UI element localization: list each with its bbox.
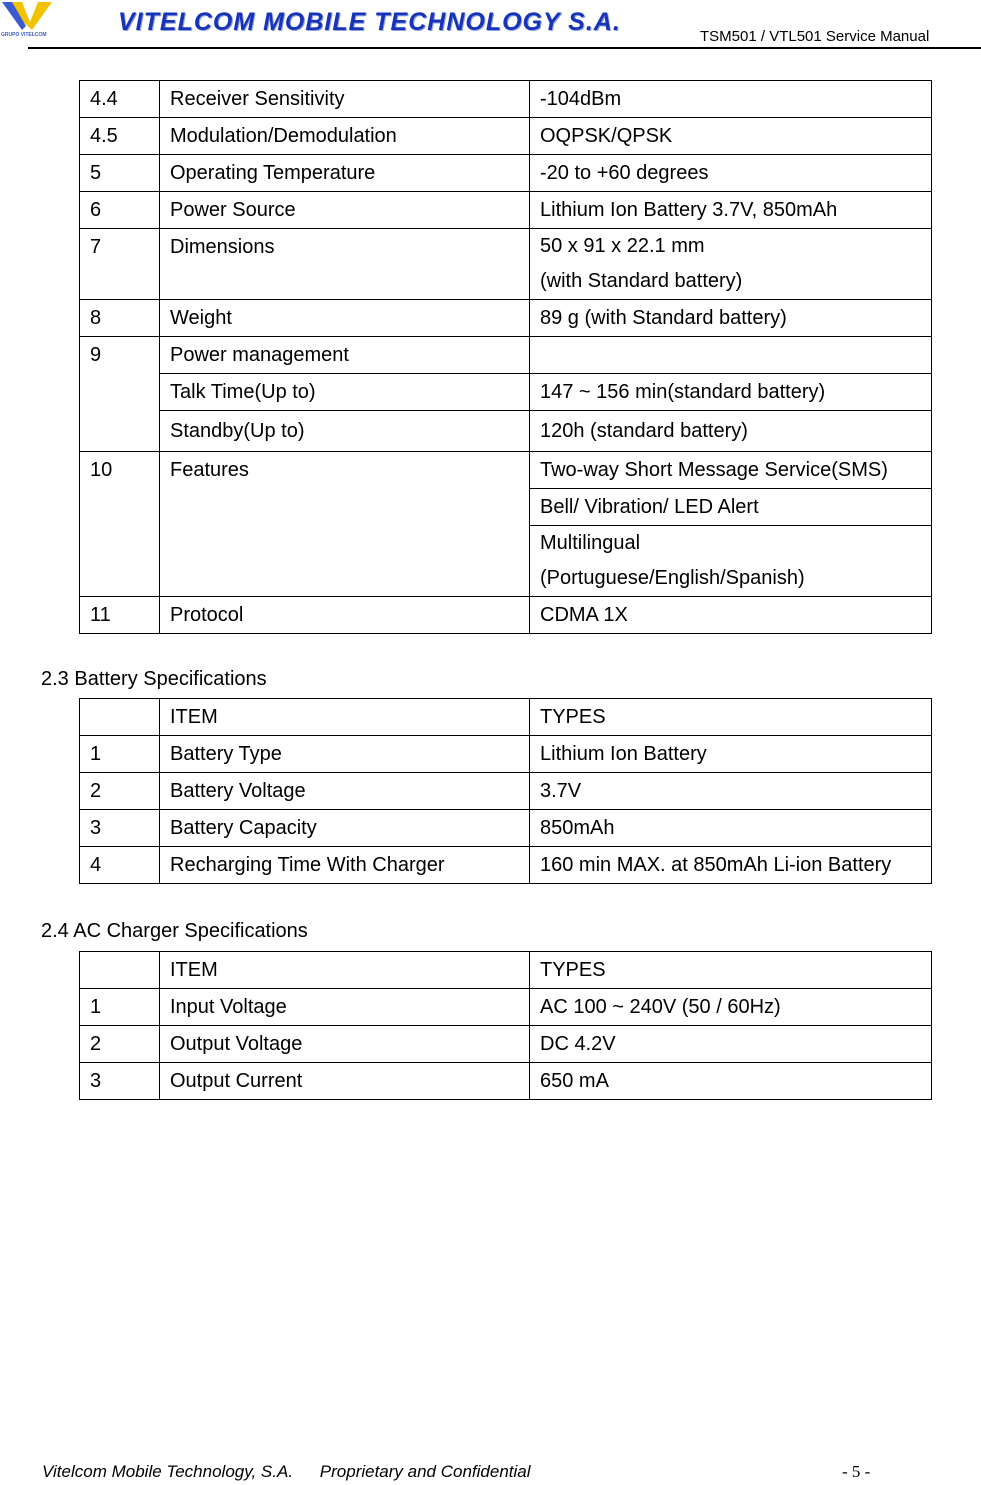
company-title: VITELCOM MOBILE TECHNOLOGY S.A. <box>118 8 621 36</box>
value-line: (with Standard battery) <box>540 270 743 292</box>
row-value: 650 mA <box>530 1063 932 1100</box>
row-number: 11 <box>80 597 160 634</box>
value-line: (Portuguese/English/Spanish) <box>540 567 805 589</box>
row-value: 89 g (with Standard battery) <box>530 300 932 337</box>
row-number: 9 <box>80 337 160 452</box>
table-row <box>80 597 932 634</box>
table-row <box>80 300 932 337</box>
row-item: Power management <box>160 337 530 374</box>
row-value <box>530 526 932 597</box>
charger-table <box>79 951 932 1100</box>
header-cell-item: ITEM <box>160 952 530 989</box>
header-cell-number <box>80 699 160 736</box>
row-item: Output Voltage <box>160 1026 530 1063</box>
footer-company: Vitelcom Mobile Technology, S.A. <box>42 1462 294 1481</box>
row-item: Dimensions <box>160 229 530 300</box>
table-row <box>80 989 932 1026</box>
row-value: 160 min MAX. at 850mAh Li-ion Battery <box>530 847 932 884</box>
row-item: Receiver Sensitivity <box>160 81 530 118</box>
battery-table <box>79 698 932 884</box>
row-value: -20 to +60 degrees <box>530 155 932 192</box>
row-value: Bell/ Vibration/ LED Alert <box>530 489 932 526</box>
row-item: Battery Type <box>160 736 530 773</box>
row-number: 1 <box>80 736 160 773</box>
table-row <box>80 374 932 411</box>
row-value: Lithium Ion Battery <box>530 736 932 773</box>
row-value: 850mAh <box>530 810 932 847</box>
row-item: Recharging Time With Charger <box>160 847 530 884</box>
table-row <box>80 847 932 884</box>
row-number: 8 <box>80 300 160 337</box>
page-number: - 5 - <box>842 1462 871 1481</box>
table-row <box>80 810 932 847</box>
row-number: 1 <box>80 989 160 1026</box>
row-item: Operating Temperature <box>160 155 530 192</box>
section-heading-charger: 2.4 AC Charger Specifications <box>41 920 308 942</box>
row-item: Talk Time(Up to) <box>160 374 530 411</box>
header-divider <box>28 47 981 49</box>
row-number: 4.5 <box>80 118 160 155</box>
table-row <box>80 81 932 118</box>
header-cell-number <box>80 952 160 989</box>
table-row <box>80 1026 932 1063</box>
table-row <box>80 192 932 229</box>
section-heading-battery: 2.3 Battery Specifications <box>41 668 267 690</box>
value-line: Multilingual <box>540 532 641 554</box>
header-cell-item: ITEM <box>160 699 530 736</box>
table-row <box>80 155 932 192</box>
row-value: CDMA 1X <box>530 597 932 634</box>
table-row <box>80 773 932 810</box>
row-value: AC 100 ~ 240V (50 / 60Hz) <box>530 989 932 1026</box>
row-item: Battery Capacity <box>160 810 530 847</box>
row-number: 2 <box>80 773 160 810</box>
table-row <box>80 337 932 374</box>
manual-title: TSM501 / VTL501 Service Manual <box>700 28 930 45</box>
table-row <box>80 118 932 155</box>
header-cell-types: TYPES <box>530 952 932 989</box>
page-footer <box>42 1462 553 1482</box>
row-number: 7 <box>80 229 160 300</box>
row-number: 4.4 <box>80 81 160 118</box>
row-number: 3 <box>80 810 160 847</box>
row-number: 6 <box>80 192 160 229</box>
logo-caption: GRUPO VITELCOM <box>1 32 47 38</box>
row-value: OQPSK/QPSK <box>530 118 932 155</box>
row-value <box>530 229 932 300</box>
row-number: 10 <box>80 452 160 597</box>
table-header-row <box>80 952 932 989</box>
row-item: Standby(Up to) <box>160 411 530 452</box>
row-value: Two-way Short Message Service(SMS) <box>530 452 932 489</box>
row-value: -104dBm <box>530 81 932 118</box>
row-number: 5 <box>80 155 160 192</box>
row-item: Power Source <box>160 192 530 229</box>
row-value: Lithium Ion Battery 3.7V, 850mAh <box>530 192 932 229</box>
table-row <box>80 1063 932 1100</box>
row-item: Modulation/Demodulation <box>160 118 530 155</box>
page-header <box>0 0 981 52</box>
value-line: 50 x 91 x 22.1 mm <box>540 235 705 257</box>
header-cell-types: TYPES <box>530 699 932 736</box>
row-number: 2 <box>80 1026 160 1063</box>
table-header-row <box>80 699 932 736</box>
spec-table <box>79 80 932 634</box>
row-item: Protocol <box>160 597 530 634</box>
row-item: Input Voltage <box>160 989 530 1026</box>
row-value: 120h (standard battery) <box>530 411 932 452</box>
table-row <box>80 452 932 489</box>
row-number: 4 <box>80 847 160 884</box>
row-item: Battery Voltage <box>160 773 530 810</box>
row-item: Output Current <box>160 1063 530 1100</box>
row-value: 3.7V <box>530 773 932 810</box>
table-row <box>80 411 932 452</box>
table-row <box>80 229 932 300</box>
row-item: Weight <box>160 300 530 337</box>
row-item: Features <box>160 452 530 597</box>
table-row <box>80 736 932 773</box>
vitelcom-logo <box>0 0 56 38</box>
footer-confidential: Proprietary and Confidential <box>319 1462 531 1481</box>
row-value: DC 4.2V <box>530 1026 932 1063</box>
row-value <box>530 337 932 374</box>
row-number: 3 <box>80 1063 160 1100</box>
row-value: 147 ~ 156 min(standard battery) <box>530 374 932 411</box>
